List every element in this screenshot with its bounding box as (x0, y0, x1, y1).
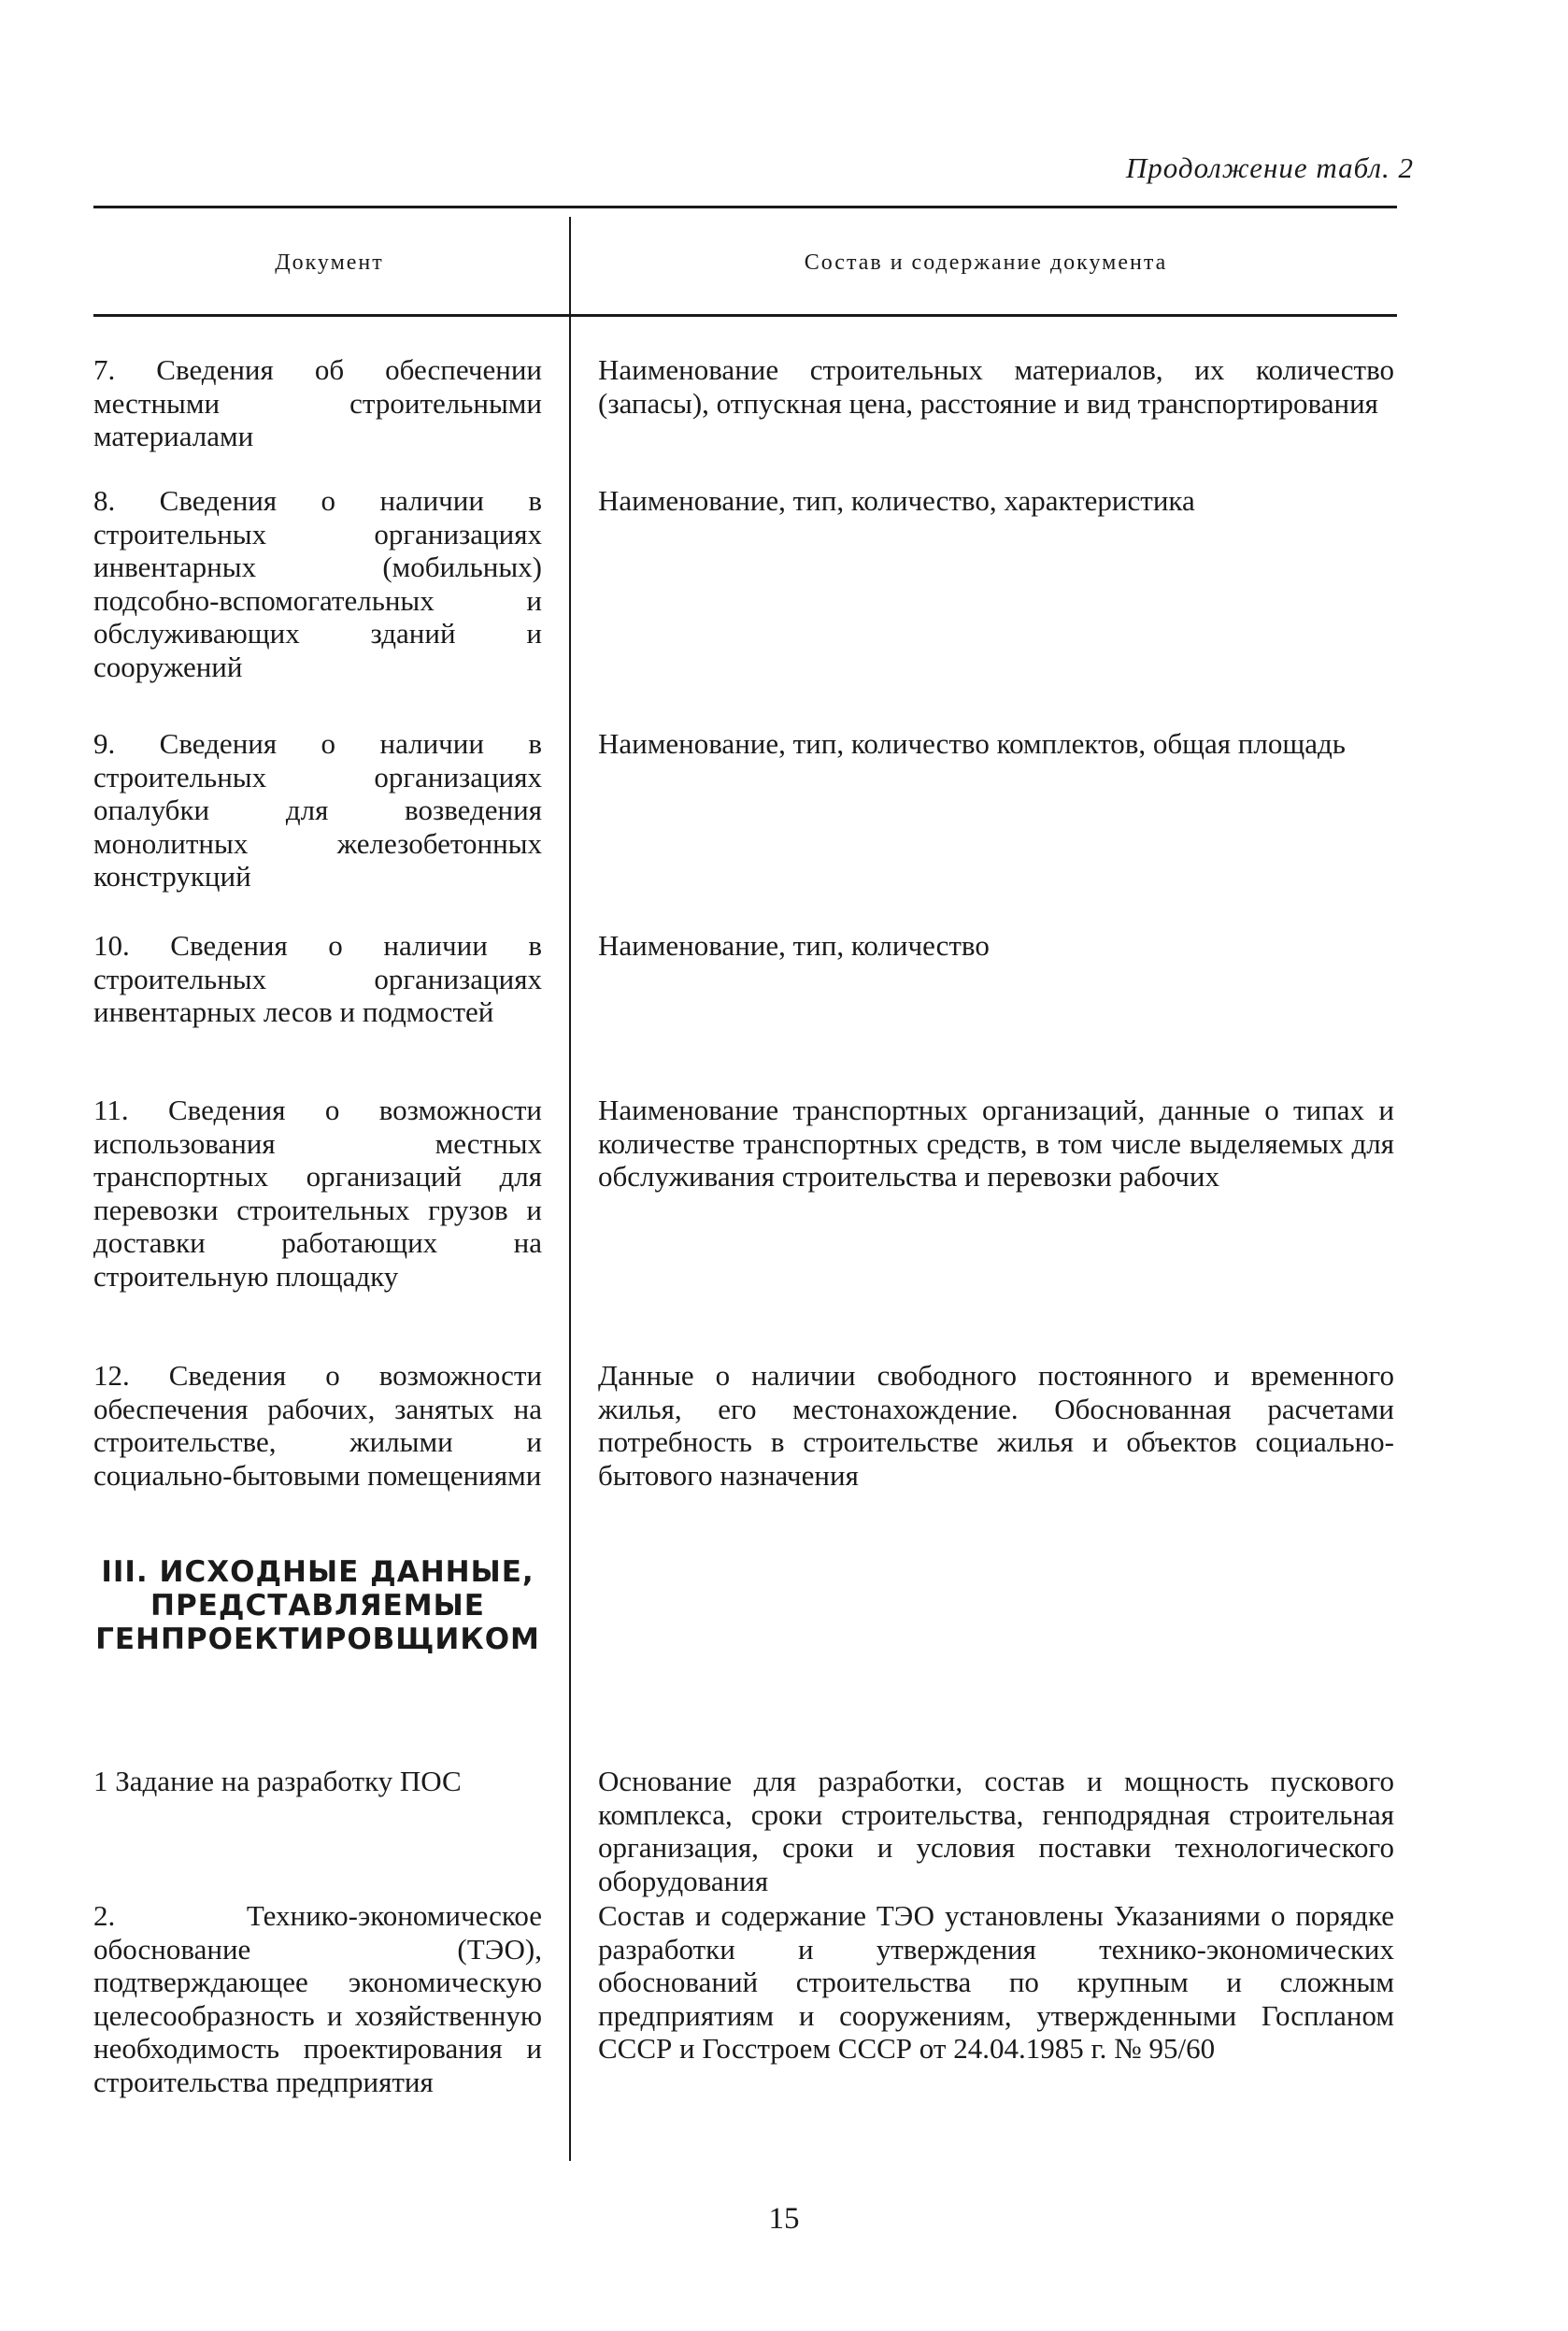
column-divider (569, 217, 571, 2161)
section-row-2-content: Состав и содержание ТЭО установлены Указаниями о порядке разработки и утверждения технико-экономических обоснований строительства по крупным и сложным предприятиям и сооружениям, утвержденными Госпланом СССР и Госстроем СССР от 24.04.1985 г. № 95/60 (598, 1899, 1394, 2065)
row-8-content: Наименование, тип, количество, характеристика (598, 484, 1195, 517)
row-11-content: Наименование транспортных организаций, данные о типах и количестве транспортных средств, в том числе выделяемых для обслуживания строительства и перевозки рабочих (598, 1094, 1394, 1193)
row-10-document: 10. Сведения о наличии в строительных организациях инвентарных лесов и подмостей (93, 929, 542, 1028)
section-heading: III. ИСХОДНЫЕ ДАННЫЕ, ПРЕДСТАВЛЯЕМЫЕ ГЕНПРОЕКТИРОВЩИКОМ (95, 1555, 540, 1656)
section-row-2-document: 2. Технико-экономическое обоснование (ТЭО), подтверждающее экономическую целесообразность и хозяйственную необходимость проектирования и строительства предприятия (93, 1899, 542, 2098)
page-number: 15 (768, 2202, 800, 2236)
row-12-document: 12. Сведения о возможности обеспечения рабочих, занятых на строительстве, жилыми и социально-бытовыми помещениями (93, 1359, 542, 1492)
row-10-content: Наименование, тип, количество (598, 929, 990, 962)
row-9-content: Наименование, тип, количество комплектов, общая площадь (598, 727, 1346, 760)
row-9-document: 9. Сведения о наличии в строительных организациях опалубки для возведения монолитных железобетонных конструкций (93, 727, 542, 893)
table-continuation-caption: Продолжение табл. 2 (1125, 151, 1414, 184)
column-header-content: Состав и содержание документа (804, 250, 1168, 275)
column-header-document: Документ (275, 250, 384, 275)
row-8-document: 8. Сведения о наличии в строительных организациях инвентарных (мобильных) подсобно-вспомогательных и обслуживающих зданий и сооружений (93, 484, 542, 683)
table-top-rule (93, 206, 1397, 208)
section-row-1-content: Основание для разработки, состав и мощность пускового комплекса, сроки строительства, генподрядная строительная организация, сроки и условия поставки технологического оборудования (598, 1765, 1394, 1897)
row-7-document: 7. Сведения об обеспечении местными строительными материалами (93, 353, 542, 452)
row-11-document: 11. Сведения о возможности использования местных транспортных организаций для перевозки строительных грузов и доставки работающих на строительную площадку (93, 1094, 542, 1293)
header-bottom-rule (93, 314, 1397, 317)
section-row-1-document: 1 Задание на разработку ПОС (93, 1765, 462, 1797)
row-12-content: Данные о наличии свободного постоянного и временного жилья, его местонахождение. Обоснованная расчетами потребность в строительстве жилья и объектов социально-бытового назначения (598, 1359, 1394, 1492)
row-7-content: Наименование строительных материалов, их количество (запасы), отпускная цена, расстояние и вид транспортирования (598, 353, 1394, 420)
